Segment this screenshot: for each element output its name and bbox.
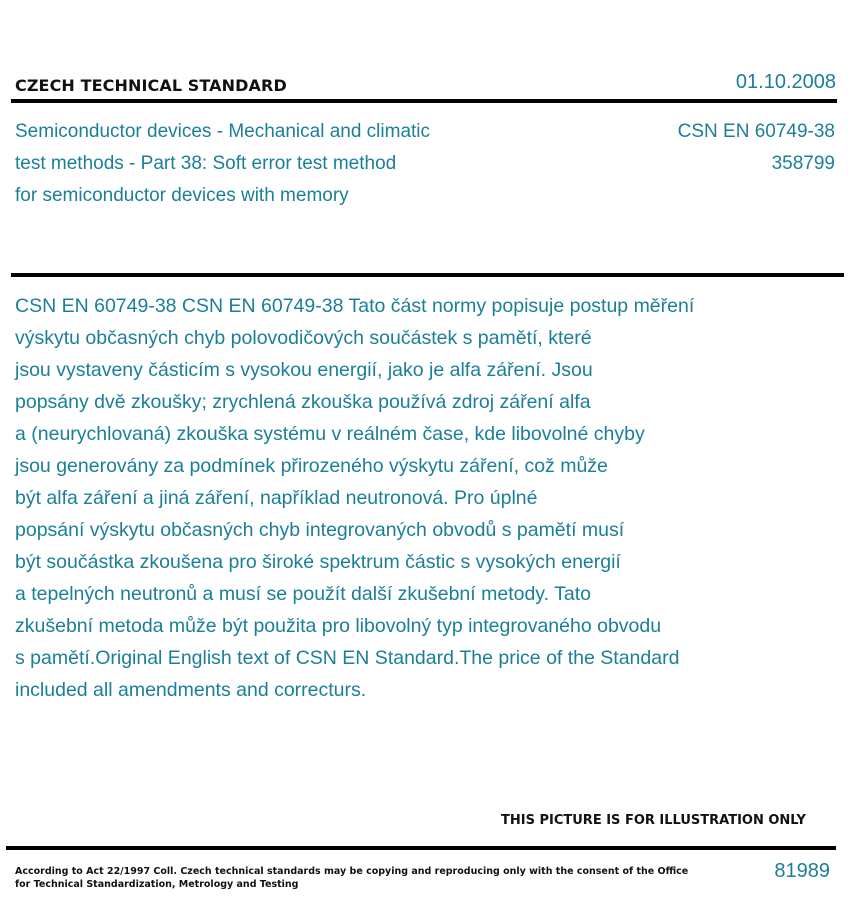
abstract-line: popsány dvě zkoušky; zrychlená zkouška používá zdroj záření alfa — [15, 391, 591, 413]
standard-number: CSN EN 60749-38 — [677, 121, 835, 142]
class-number: 358799 — [771, 153, 835, 174]
bottom-rule — [6, 846, 836, 850]
legal-notice — [15, 865, 689, 891]
abstract-line: být alfa záření a jiná záření, například neutronová. Pro úplné — [15, 487, 538, 509]
title-line: for semiconductor devices with memory — [15, 185, 349, 206]
abstract-line: výskytu občasných chyb polovodičových součástek s pamětí, které — [15, 327, 592, 349]
illustration-note: THIS PICTURE IS FOR ILLUSTRATION ONLY — [501, 813, 806, 828]
abstract-text — [15, 290, 815, 706]
abstract-line: included all amendments and correcturs. — [15, 679, 367, 701]
legal-notice-line: According to Act 22/1997 Coll. Czech technical standards may be copying and reproducing only with the consent of the Office — [15, 866, 689, 877]
standard-codes — [678, 116, 835, 180]
abstract-line: jsou generovány za podmínek přirozeného výskytu záření, což může — [15, 455, 608, 477]
header-label: CZECH TECHNICAL STANDARD — [15, 76, 287, 95]
abstract-line: popsání výskytu občasných chyb integrovaných obvodů s pamětí musí — [15, 519, 625, 541]
abstract-line: s pamětí.Original English text of CSN EN Standard.The price of the Standard — [15, 647, 680, 669]
header-date: 01.10.2008 — [735, 71, 836, 93]
standard-title — [15, 116, 535, 212]
title-line: Semiconductor devices - Mechanical and climatic — [15, 121, 431, 142]
top-rule — [11, 99, 837, 103]
title-line: test methods - Part 38: Soft error test method — [15, 153, 397, 174]
middle-rule — [11, 273, 844, 277]
abstract-line: CSN EN 60749-38 CSN EN 60749-38 Tato část normy popisuje postup měření — [15, 295, 695, 317]
abstract-line: a tepelných neutronů a musí se použít další zkušební metody. Tato — [15, 583, 591, 605]
abstract-line: jsou vystaveny částicím s vysokou energií, jako je alfa záření. Jsou — [15, 359, 593, 381]
catalog-number: 81989 — [774, 860, 830, 882]
abstract-line: zkušební metoda může být použita pro libovolný typ integrovaného obvodu — [15, 615, 662, 637]
abstract-line: a (neurychlovaná) zkouška systému v reálném čase, kde libovolné chyby — [15, 423, 645, 445]
abstract-line: být součástka zkoušena pro široké spektrum částic s vysokých energií — [15, 551, 621, 573]
legal-notice-line: for Technical Standardization, Metrology and Testing — [15, 879, 299, 890]
